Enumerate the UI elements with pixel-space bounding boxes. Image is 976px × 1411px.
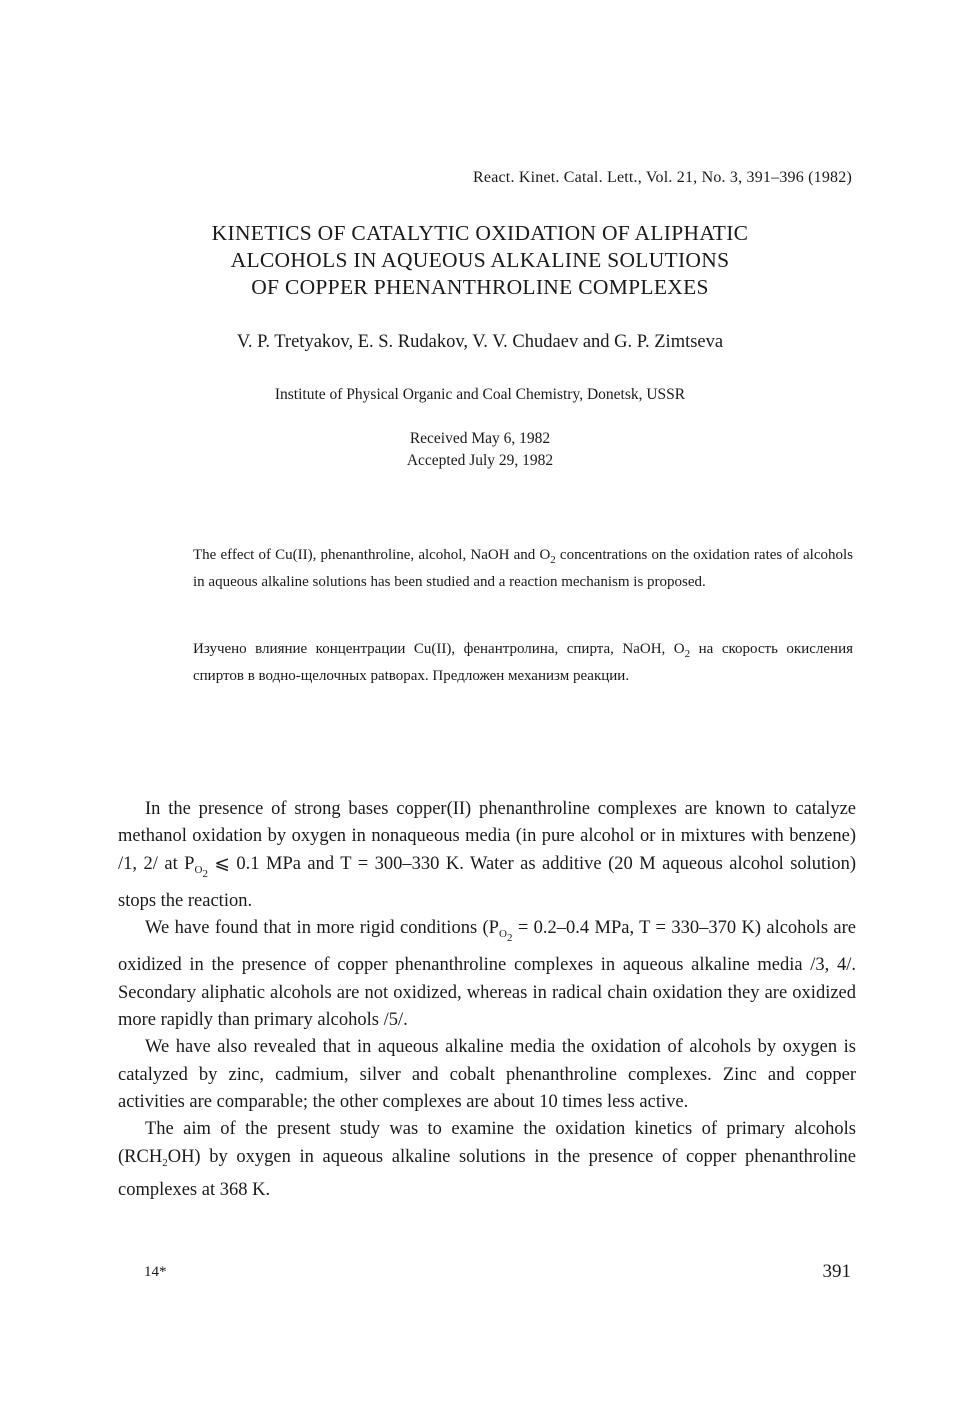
abstract-ru-subscript: 2 [684, 648, 691, 660]
authors: V. P. Tretyakov, E. S. Rudakov, V. V. Chudaev and G. P. Zimtseva [236, 332, 724, 352]
title-line: KINETICS OF CATALYTIC OXIDATION OF ALIPHATIC [211, 221, 749, 245]
paragraph-3: We have also revealed that in aqueous alkaline media the oxidation of alcohols by oxygen is catalyzed by zinc, cadmium, silver and cobalt phenanthroline complexes. Zinc and copper activities are comparable; the other complexes are about 10 times less active. [118, 1037, 856, 1112]
subscript-digit: 2 [506, 932, 513, 945]
paragraph-text: We have found that in more rigid conditions (P [145, 918, 499, 939]
accepted-date: Accepted July 29, 1982 [406, 452, 554, 469]
paragraph-text: In the presence of strong bases copper(II) phenanthroline complexes are known to catalyze methanol oxidation by oxygen in nonaqueous media (in pure alcohol or in mixtures with benzene) /1, 2/ at P [118, 799, 856, 874]
paragraph-text: The aim of the present study was to examine the oxidation kinetics of primary alcohols (RCH [118, 1119, 856, 1167]
abstract-russian [193, 638, 853, 687]
subscript-letter: O [194, 863, 203, 876]
abstract-ru-text: на скорость окисления спиртов в водно-щелочных раtворах. Предложен механизм реакции. [193, 641, 854, 684]
page-number: 391 [822, 1261, 851, 1282]
pressure-subscript [498, 928, 513, 945]
dates [100, 428, 860, 472]
paragraph-2 [118, 915, 856, 1034]
paragraph-4 [118, 1116, 856, 1204]
paragraph-text: ⩽ 0.1 MPa and T = 300–330 K. Water as additive (20 M aqueous alcohol solution) stops the reaction. [118, 853, 856, 911]
journal-reference: React. Kinet. Catal. Lett., Vol. 21, No. 3, 391–396 (1982) [473, 169, 852, 186]
paragraph-1 [118, 796, 856, 915]
institute: Institute of Physical Organic and Coal Chemistry, Donetsk, USSR [274, 386, 686, 403]
paragraph-text: = 0.2–0.4 MPa, T = 330–370 K) alcohols are oxidized in the presence of copper phenanthroline complexes in aqueous alkaline media /3, 4/. Secondary aliphatic alcohols are not oxidized, whereas in radical chain oxidation they are oxidized more rapidly than primary alcohols /5/. [118, 918, 856, 1031]
abstract-ru-text: Изучено влияние концентрации Cu(II), фенантролина, спирта, NaOH, O [193, 641, 685, 657]
title-line: ALCOHOLS IN AQUEOUS ALKALINE SOLUTIONS [230, 248, 730, 272]
abstract-en-subscript: 2 [550, 554, 556, 566]
article-title [100, 220, 860, 301]
paragraph-text: OH) by oxygen in aqueous alkaline solutions in the presence of copper phenanthroline complexes at 368 K. [118, 1146, 856, 1200]
abstract-english [193, 544, 853, 593]
subscript-letter: O [498, 928, 507, 941]
subscript-digit: 2 [202, 867, 208, 880]
formula-subscript: 2 [162, 1156, 168, 1169]
footer-mark: 14* [144, 1264, 167, 1280]
pressure-subscript [194, 863, 208, 880]
body-text [118, 796, 856, 1204]
title-line: OF COPPER PHENANTHROLINE COMPLEXES [251, 275, 709, 299]
received-date: Received May 6, 1982 [409, 430, 551, 447]
abstract-en-text: concentrations on the oxidation rates of alcohols in aqueous alkaline solutions has been studied and a reaction mechanism is proposed. [193, 547, 853, 590]
abstract-en-text: The effect of Cu(II), phenanthroline, alcohol, NaOH and O [193, 547, 551, 563]
